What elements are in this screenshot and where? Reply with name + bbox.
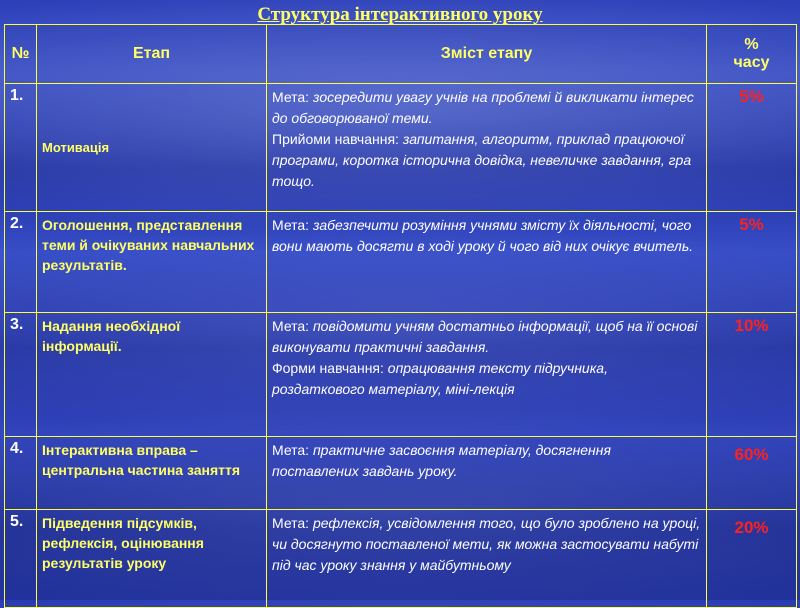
goal-text: рефлексія, усвідомлення того, що було зроблено на уроці, чи досягнуто поставленої мети, як можна застосувати набуті під час уроку знання у майбутньому — [272, 515, 701, 573]
table-header-row — [5, 25, 797, 84]
table-row — [5, 437, 797, 510]
row-number: 5. — [5, 510, 37, 608]
goal-label: Мета: — [272, 442, 310, 458]
row-percent: 60% — [707, 437, 797, 510]
methods-label: Прийоми навчання: — [272, 131, 399, 147]
table-row — [5, 313, 797, 437]
row-number: 2. — [5, 212, 37, 313]
row-stage: Підведення підсумків, рефлексія, оцінювання результатів уроку — [37, 510, 267, 608]
header-content: Зміст етапу — [267, 25, 707, 84]
goal-label: Мета: — [272, 89, 310, 105]
goal-text: повідомити учням достатньо інформації, щоб на її основі виконувати практичні завдання. — [272, 318, 698, 355]
row-number: 1. — [5, 84, 37, 212]
row-number: 4. — [5, 437, 37, 510]
methods-text: запитання, алгоритм, приклад працюючої програми, коротка історична довідка, невеличке завдання, гра тощо. — [272, 131, 692, 189]
table-row — [5, 212, 797, 313]
table-row — [5, 510, 797, 608]
row-percent: 20% — [707, 510, 797, 608]
page-title: Структура інтерактивного уроку — [257, 4, 543, 25]
row-percent: 10% — [707, 313, 797, 437]
header-percent — [707, 25, 797, 84]
row-content — [267, 437, 707, 510]
lesson-structure-table — [4, 24, 797, 608]
methods-text: опрацювання тексту підручника, роздаткового матеріалу, міні-лекція — [272, 360, 608, 397]
row-content — [267, 212, 707, 313]
methods-label: Форми навчання: — [272, 360, 384, 376]
row-percent: 5% — [707, 84, 797, 212]
row-content — [267, 313, 707, 437]
header-percent-sign: % — [744, 36, 759, 53]
row-content — [267, 510, 707, 608]
goal-label: Мета: — [272, 217, 310, 233]
header-stage: Етап — [37, 25, 267, 84]
row-percent: 5% — [707, 212, 797, 313]
goal-text: практичне засвоєння матеріалу, досягнення поставлених завдань уроку. — [272, 442, 611, 479]
table-row — [5, 84, 797, 212]
goal-label: Мета: — [272, 515, 310, 531]
header-percent-time: часу — [733, 54, 770, 71]
goal-text: зосередити увагу учнів на проблемі й викликати інтерес до обговорюваної теми. — [272, 89, 694, 126]
goal-text: забезпечити розуміння учнями змісту їх діяльності, чого вони мають досягти в ході уроку й чого від них очікує вчитель. — [272, 217, 694, 254]
row-content — [267, 84, 707, 212]
row-number: 3. — [5, 313, 37, 437]
goal-label: Мета: — [272, 318, 310, 334]
header-number: № — [5, 25, 37, 84]
row-stage: Оголошення, представлення теми й очікуваних навчальних результатів. — [37, 212, 267, 313]
row-stage: Надання необхідної інформації. — [37, 313, 267, 437]
row-stage: Мотивація — [37, 84, 267, 212]
row-stage: Інтерактивна вправа – центральна частина заняття — [37, 437, 267, 510]
